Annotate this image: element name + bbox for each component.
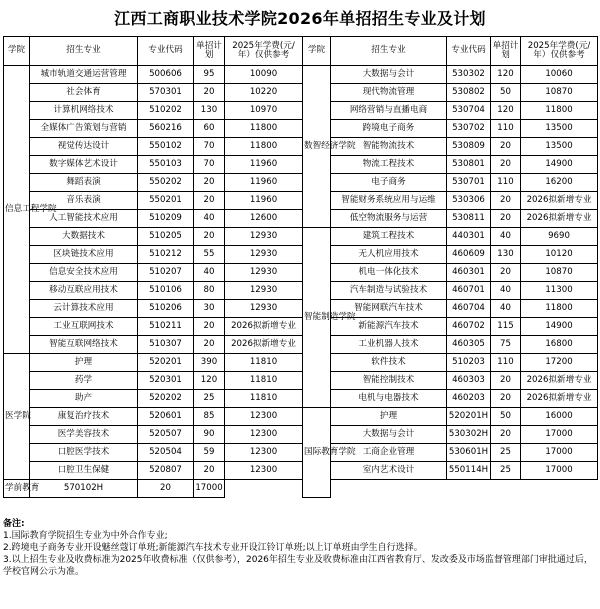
fee-cell: 11800 [225,138,303,156]
code-cell: 520807 [138,462,194,480]
header-major-right: 招生专业 [331,37,447,66]
code-cell: 530801 [447,156,491,174]
table-row [4,462,598,480]
major-cell: 全媒体广告策划与营销 [30,120,138,138]
plan-cell: 20 [194,84,225,102]
major-cell: 软件技术 [331,354,447,372]
major-cell: 城市轨道交通运营管理 [30,66,138,84]
page-title: 江西工商职业技术学院2026年单招招生专业及计划 [114,9,486,28]
left-college-cell: 信息工程学院 [4,66,30,354]
plan-cell: 90 [194,426,225,444]
table-row [4,354,598,372]
fee-cell: 12930 [225,228,303,246]
plan-cell: 30 [194,300,225,318]
code-cell: 510206 [138,300,194,318]
note-item-3: 3.以上招生专业及收费标准为2025年收费标准（仅供参考），2026年招生专业及收费标准由江西省教育厅、发改委及市场监督管理部门审批通过后，学校官网公示为准。 [3,554,593,577]
plan-cell: 20 [491,210,521,228]
plan-cell: 50 [491,408,521,426]
plan-cell: 95 [194,66,225,84]
plan-cell: 110 [491,354,521,372]
table-body [4,66,598,498]
plan-cell: 130 [194,102,225,120]
code-cell: 530601H [447,444,491,462]
fee-cell: 11800 [225,120,303,138]
fee-cell: 10970 [225,102,303,120]
fee-cell: 2026拟新增专业 [521,390,598,408]
fee-cell: 11810 [225,390,303,408]
fee-cell: 12930 [225,282,303,300]
plan-cell: 110 [491,120,521,138]
table-row [4,120,598,138]
code-cell: 510212 [138,246,194,264]
plan-cell: 70 [194,138,225,156]
note-item-2: 2.跨境电子商务专业开设魅丝蔻订单班;新能源汽车技术专业开设江铃订单班;以上订单班由学生自行选择。 [3,542,423,553]
fee-cell: 11960 [225,174,303,192]
code-cell: 510205 [138,228,194,246]
table-row [4,480,598,498]
code-cell: 510106 [138,282,194,300]
plan-cell: 130 [491,246,521,264]
plan-cell: 70 [194,156,225,174]
table-row [4,138,598,156]
major-cell: 智能网联汽车技术 [331,300,447,318]
fee-cell: 9690 [521,228,598,246]
major-cell: 护理 [331,408,447,426]
table-row [4,192,598,210]
code-cell: 520507 [138,426,194,444]
plan-cell: 50 [491,84,521,102]
plan-cell: 40 [194,210,225,228]
code-cell: 510202 [138,102,194,120]
plan-cell: 60 [194,120,225,138]
fee-cell: 2026拟新增专业 [225,336,303,354]
header-code-left: 专业代码 [138,37,194,66]
right-college-cell: 国际教育学院 [303,408,331,498]
fee-cell: 2026拟新增专业 [521,372,598,390]
plan-cell: 20 [194,228,225,246]
code-cell: 460702 [447,318,491,336]
fee-cell: 16000 [521,408,598,426]
table-row [4,282,598,300]
code-cell: 520202 [138,390,194,408]
fee-cell: 13500 [521,138,598,156]
major-cell: 网络营销与直播电商 [331,102,447,120]
plan-cell: 75 [491,336,521,354]
fee-cell: 10870 [521,264,598,282]
code-cell: 520201H [447,408,491,426]
fee-cell: 12300 [225,462,303,480]
major-cell: 计算机网络技术 [30,102,138,120]
plan-cell: 20 [194,336,225,354]
table-row [4,174,598,192]
header-fee-right: 2025年学费(元/年）仅供参考 [521,37,598,66]
fee-cell: 14900 [521,318,598,336]
right-college-cell: 智能制造学院 [303,228,331,408]
table-row [4,210,598,228]
fee-cell: 12930 [225,264,303,282]
fee-cell: 12930 [225,246,303,264]
major-cell: 学前教育 [4,480,30,498]
code-cell: 550102 [138,138,194,156]
table-row [4,264,598,282]
major-cell: 工业机器人技术 [331,336,447,354]
fee-cell: 11810 [225,354,303,372]
plan-cell: 120 [194,372,225,390]
major-cell: 智能控制技术 [331,372,447,390]
fee-cell: 11960 [225,192,303,210]
major-cell: 医学美容技术 [30,426,138,444]
header-code-right: 专业代码 [447,37,491,66]
table-row [4,66,598,84]
header-fee-left: 2025年学费(元/年）仅供参考 [225,37,303,66]
notes-section [3,519,597,579]
major-cell: 工业互联网技术 [30,318,138,336]
major-cell: 音乐表演 [30,192,138,210]
plan-cell: 390 [194,354,225,372]
fee-cell: 16200 [521,174,598,192]
fee-cell: 11810 [225,372,303,390]
code-cell: 530701 [447,174,491,192]
note-item-1: 1.国际教育学院招生专业为中外合作专业; [3,530,168,541]
right-college-cell: 数智经济学院 [303,66,331,228]
plan-cell: 20 [491,372,521,390]
major-cell: 室内艺术设计 [331,462,447,480]
plan-cell: 25 [491,444,521,462]
code-cell: 460301 [447,264,491,282]
table-row [4,84,598,102]
code-cell: 570102H [30,480,138,498]
header-plan-right: 单招计划 [491,37,521,66]
fee-cell: 17000 [521,444,598,462]
plan-cell: 20 [491,192,521,210]
major-cell: 护理 [30,354,138,372]
major-cell: 智能物流技术 [331,138,447,156]
major-cell: 社会体育 [30,84,138,102]
code-cell: 520504 [138,444,194,462]
code-cell: 550202 [138,174,194,192]
major-cell: 数字媒体艺术设计 [30,156,138,174]
table-row [4,336,598,354]
fee-cell: 17000 [521,426,598,444]
major-cell: 云计算技术应用 [30,300,138,318]
code-cell: 530302 [447,66,491,84]
major-cell: 移动互联应用技术 [30,282,138,300]
major-cell: 低空物流服务与运营 [331,210,447,228]
major-cell: 电机与电器技术 [331,390,447,408]
code-cell: 530704 [447,102,491,120]
plan-cell: 110 [491,174,521,192]
code-cell: 510207 [138,264,194,282]
plan-cell: 85 [194,408,225,426]
plan-cell: 20 [491,264,521,282]
plan-cell: 120 [491,66,521,84]
code-cell: 510211 [138,318,194,336]
major-cell: 智能互联网络技术 [30,336,138,354]
header-college-left: 学院 [4,37,30,66]
table-row [4,372,598,390]
major-cell: 口腔医学技术 [30,444,138,462]
fee-cell: 2026拟新增专业 [521,210,598,228]
major-cell: 机电一体化技术 [331,264,447,282]
table-row [4,390,598,408]
code-cell: 510209 [138,210,194,228]
table-row [4,156,598,174]
major-cell: 大数据与会计 [331,426,447,444]
code-cell: 460701 [447,282,491,300]
fee-cell: 17000 [194,480,225,498]
fee-cell: 11300 [521,282,598,300]
plan-cell: 20 [194,318,225,336]
code-cell: 530811 [447,210,491,228]
plan-cell: 20 [138,480,194,498]
plan-cell: 25 [194,390,225,408]
fee-cell: 10220 [225,84,303,102]
left-college-cell: 医学院 [4,354,30,480]
table-row [4,426,598,444]
plan-cell: 59 [194,444,225,462]
code-cell: 440301 [447,228,491,246]
fee-cell: 10090 [225,66,303,84]
code-cell: 520201 [138,354,194,372]
fee-cell: 12300 [225,444,303,462]
major-cell: 视觉传达设计 [30,138,138,156]
major-cell: 助产 [30,390,138,408]
notes-title: 备注: [3,519,25,529]
major-cell: 工商企业管理 [331,444,447,462]
table-row [4,300,598,318]
fee-cell: 11800 [521,102,598,120]
fee-cell: 12300 [225,408,303,426]
code-cell: 530809 [447,138,491,156]
code-cell: 530302H [447,426,491,444]
major-cell: 信息安全技术应用 [30,264,138,282]
fee-cell: 16800 [521,336,598,354]
plan-cell: 40 [491,228,521,246]
table-header-row [4,37,598,66]
major-cell: 建筑工程技术 [331,228,447,246]
header-college-right: 学院 [303,37,331,66]
code-cell: 520601 [138,408,194,426]
plan-cell: 55 [194,246,225,264]
table-row [4,246,598,264]
fee-cell: 11800 [521,300,598,318]
fee-cell: 10120 [521,246,598,264]
fee-cell: 2026拟新增专业 [521,192,598,210]
fee-cell: 10870 [521,84,598,102]
fee-cell: 12930 [225,300,303,318]
code-cell: 460609 [447,246,491,264]
enrollment-plan-table [3,36,598,498]
fee-cell: 11960 [225,156,303,174]
major-cell: 现代物流管理 [331,84,447,102]
plan-cell: 20 [194,462,225,480]
code-cell: 550201 [138,192,194,210]
table-row [4,408,598,426]
plan-cell: 40 [491,282,521,300]
plan-cell: 80 [194,282,225,300]
fee-cell: 17000 [521,462,598,480]
code-cell: 460305 [447,336,491,354]
plan-cell: 40 [194,264,225,282]
major-cell: 物流工程技术 [331,156,447,174]
code-cell: 530702 [447,120,491,138]
major-cell: 大数据技术 [30,228,138,246]
major-cell: 康复治疗技术 [30,408,138,426]
code-cell: 550103 [138,156,194,174]
code-cell: 570301 [138,84,194,102]
header-plan-left: 单招计划 [194,37,225,66]
code-cell: 510203 [447,354,491,372]
plan-cell: 20 [194,192,225,210]
major-cell: 智能财务系统应用与运维 [331,192,447,210]
table-row [4,228,598,246]
table-row [4,318,598,336]
plan-cell: 20 [491,156,521,174]
code-cell: 520301 [138,372,194,390]
plan-cell: 25 [491,462,521,480]
header-major-left: 招生专业 [30,37,138,66]
fee-cell: 13500 [521,120,598,138]
major-cell: 区块链技术应用 [30,246,138,264]
code-cell: 460704 [447,300,491,318]
major-cell: 新能源汽车技术 [331,318,447,336]
fee-cell: 12600 [225,210,303,228]
plan-cell: 40 [491,300,521,318]
code-cell: 460203 [447,390,491,408]
code-cell: 560216 [138,120,194,138]
fee-cell: 2026拟新增专业 [225,318,303,336]
code-cell: 460303 [447,372,491,390]
fee-cell: 17200 [521,354,598,372]
code-cell: 500606 [138,66,194,84]
plan-cell: 20 [491,426,521,444]
plan-cell: 20 [194,174,225,192]
major-cell: 口腔卫生保健 [30,462,138,480]
major-cell: 电子商务 [331,174,447,192]
table-row [4,102,598,120]
code-cell: 510307 [138,336,194,354]
major-cell: 舞蹈表演 [30,174,138,192]
table-row [4,444,598,462]
major-cell: 大数据与会计 [331,66,447,84]
plan-cell: 20 [491,138,521,156]
code-cell: 530802 [447,84,491,102]
code-cell: 530306 [447,192,491,210]
major-cell: 人工智能技术应用 [30,210,138,228]
fee-cell: 14900 [521,156,598,174]
fee-cell: 12300 [225,426,303,444]
code-cell: 550114H [447,462,491,480]
plan-cell: 115 [491,318,521,336]
fee-cell: 10060 [521,66,598,84]
major-cell: 无人机应用技术 [331,246,447,264]
major-cell: 跨境电子商务 [331,120,447,138]
major-cell: 药学 [30,372,138,390]
major-cell: 汽车制造与试验技术 [331,282,447,300]
plan-cell: 20 [491,390,521,408]
plan-cell: 120 [491,102,521,120]
